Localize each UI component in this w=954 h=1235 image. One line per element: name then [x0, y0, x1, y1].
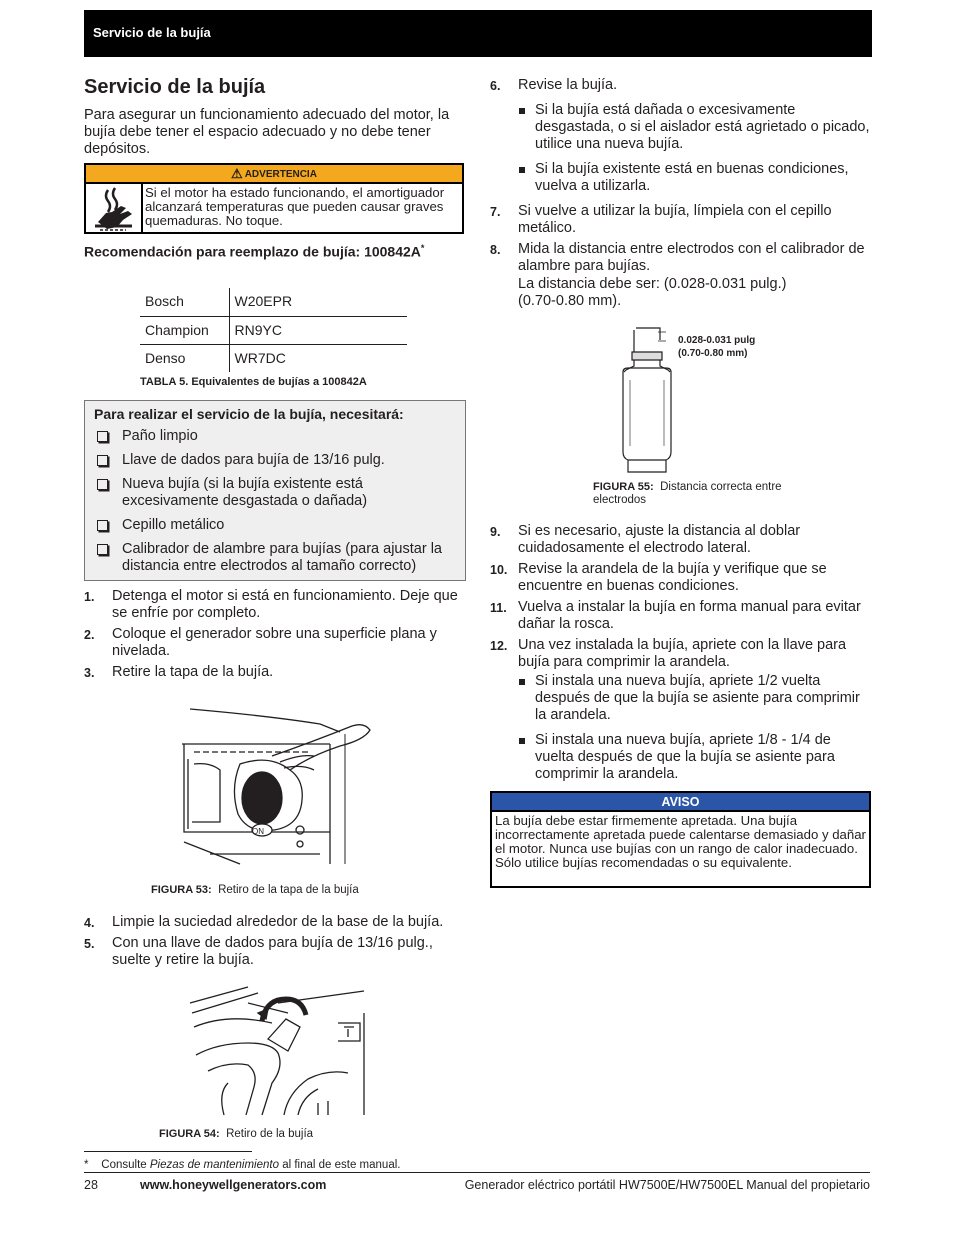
list-item: Si la bujía está dañada o excesivamente desgastada, o si el aislador está agrietado o picado, utilice una nueva bujía. [518, 102, 870, 153]
step-item: 1. Detenga el motor si está en funcionamiento. Deje que se enfríe por completo. [84, 588, 458, 621]
step-item: 11. Vuelva a instalar la bujía en forma manual para evitar dañar la rosca. [490, 599, 861, 632]
step-item: 4. Limpie la suciedad alrededor de la base de la bujía. [84, 914, 444, 930]
figure-53-illustration [180, 704, 380, 869]
intro-paragraph: Para asegurar un funcionamiento adecuado del motor, la bujía debe tener el espacio adecuado y no debe tener depósitos. [84, 107, 450, 157]
step-item: 10. Revise la arandela de la bujía y verifique que se encuentre en buenas condiciones. [490, 561, 827, 594]
model-cell: WR7DC [229, 344, 407, 372]
step-item: 3. Retire la tapa de la bujía. [84, 664, 274, 680]
steps-9-12 [490, 523, 870, 675]
model-cell: RN9YC [229, 316, 407, 344]
list-item: Si la bujía existente está en buenas condiciones, vuelva a utilizarla. [518, 161, 870, 195]
page-title: Servicio de la bujía [84, 76, 266, 98]
required-tools-title: Para realizar el servicio de la bujía, necesitará: [94, 406, 404, 422]
brand-cell: Champion [140, 316, 229, 344]
checkbox-icon [97, 520, 108, 531]
step-item: 8. Mida la distancia entre electrodos con el calibrador de alambre para bujías. [490, 241, 865, 274]
required-tools-box [84, 400, 466, 581]
steps-7-8 [490, 203, 870, 279]
figure-53-caption: FIGURA 53: Retiro de la tapa de la bujía [151, 884, 359, 896]
step-6-bullets [518, 102, 870, 203]
svg-text:ON: ON [252, 827, 264, 836]
replacement-recommendation: Recomendación para reemplazo de bujía: 100842A* [84, 243, 425, 260]
gap-specification: La distancia debe ser: (0.028-0.031 pulg.) (0.70-0.80 mm). [518, 276, 787, 309]
figure-55-illustration [620, 326, 680, 476]
checkbox-icon [97, 479, 108, 490]
notice-text: La bujía debe estar firmemente apretada. Una bujía incorrectamente apretada puede calentarse demasiado y dañar el motor. Nunca use bujías con un rango de calor inadecuado. Sólo utilice bujías recomendadas o su equivalente. [495, 813, 866, 870]
table-row [140, 344, 407, 372]
step-6 [490, 77, 870, 98]
warning-header [86, 165, 462, 184]
list-item: Calibrador de alambre para bujías (para ajustar la distancia entre electrodos al tamaño correcto) [97, 541, 455, 575]
brand-cell: Bosch [140, 288, 229, 316]
gap-dimension-label: 0.028-0.031 pulg (0.70-0.80 mm) [678, 335, 756, 359]
bullet-square-icon [519, 167, 525, 173]
step-item: 12. Una vez instalada la bujía, apriete con la llave para bujía para comprimir la arandela. [490, 637, 847, 670]
checkbox-icon [97, 431, 108, 442]
steps-1-3 [84, 588, 466, 685]
table-row [140, 316, 407, 344]
spark-plug-equivalents-table [140, 288, 407, 372]
step-item: 2. Coloque el generador sobre una superficie plana y nivelada. [84, 626, 437, 659]
table-row [140, 288, 407, 316]
list-item: Llave de dados para bujía de 13/16 pulg. [97, 452, 455, 469]
section-header-label: Servicio de la bujía [93, 25, 211, 40]
warning-triangle-icon: ⚠ [231, 166, 243, 181]
section-header-bar [84, 10, 872, 57]
checkbox-icon [97, 455, 108, 466]
website-link[interactable]: www.honeywellgenerators.com [140, 1178, 327, 1192]
figure-54-illustration [188, 983, 366, 1119]
list-item: Nueva bujía (si la bujía existente está excesivamente desgastada o dañada) [97, 476, 455, 510]
footnote: * Consulte Piezas de mantenimiento al final de este manual. [84, 1159, 401, 1171]
footnote-divider [84, 1151, 252, 1152]
list-item: Paño limpio [97, 428, 455, 445]
bullet-square-icon [519, 679, 525, 685]
hot-surface-icon [86, 184, 143, 232]
page-number: 28 [84, 1178, 98, 1192]
step-item: 7. Si vuelve a utilizar la bujía, límpiela con el cepillo metálico. [490, 203, 832, 236]
footer-divider [84, 1172, 870, 1173]
warning-label: ADVERTENCIA [244, 169, 317, 180]
notice-header: AVISO [492, 793, 869, 812]
list-item: Si instala una nueva bujía, apriete 1/8 - 1/4 de vuelta después de que la bujía se asiente para comprimir la arandela. [518, 732, 870, 783]
model-cell: W20EPR [234, 293, 293, 310]
warning-text: Si el motor ha estado funcionando, el amortiguador alcanzará temperaturas que pueden causar graves quemaduras. No toque. [145, 185, 445, 228]
step-item: 9. Si es necesario, ajuste la distancia al doblar cuidadosamente el electrodo lateral. [490, 523, 801, 556]
steps-4-5 [84, 914, 466, 973]
step-item: 6. Revise la bujía. [490, 77, 618, 93]
manual-title: Generador eléctrico portátil HW7500E/HW7500EL Manual del propietario [464, 1178, 870, 1192]
figure-55-caption: FIGURA 55: Distancia correcta entre electrodos [593, 481, 782, 506]
bullet-square-icon [519, 738, 525, 744]
table-caption: TABLA 5. Equivalentes de bujías a 100842A [140, 376, 367, 388]
step-12-bullets [518, 673, 870, 791]
bullet-square-icon [519, 108, 525, 114]
step-item: 5. Con una llave de dados para bujía de 13/16 pulg., suelte y retire la bujía. [84, 935, 433, 968]
warning-box [84, 163, 464, 234]
notice-box [490, 791, 871, 888]
list-item: Si instala una nueva bujía, apriete 1/2 vuelta después de que la bujía se asiente para comprimir la arandela. [518, 673, 870, 724]
checkbox-icon [97, 544, 108, 555]
list-item: Cepillo metálico [97, 517, 455, 534]
brand-cell: Denso [140, 344, 229, 372]
figure-54-caption: FIGURA 54: Retiro de la bujía [159, 1128, 314, 1140]
